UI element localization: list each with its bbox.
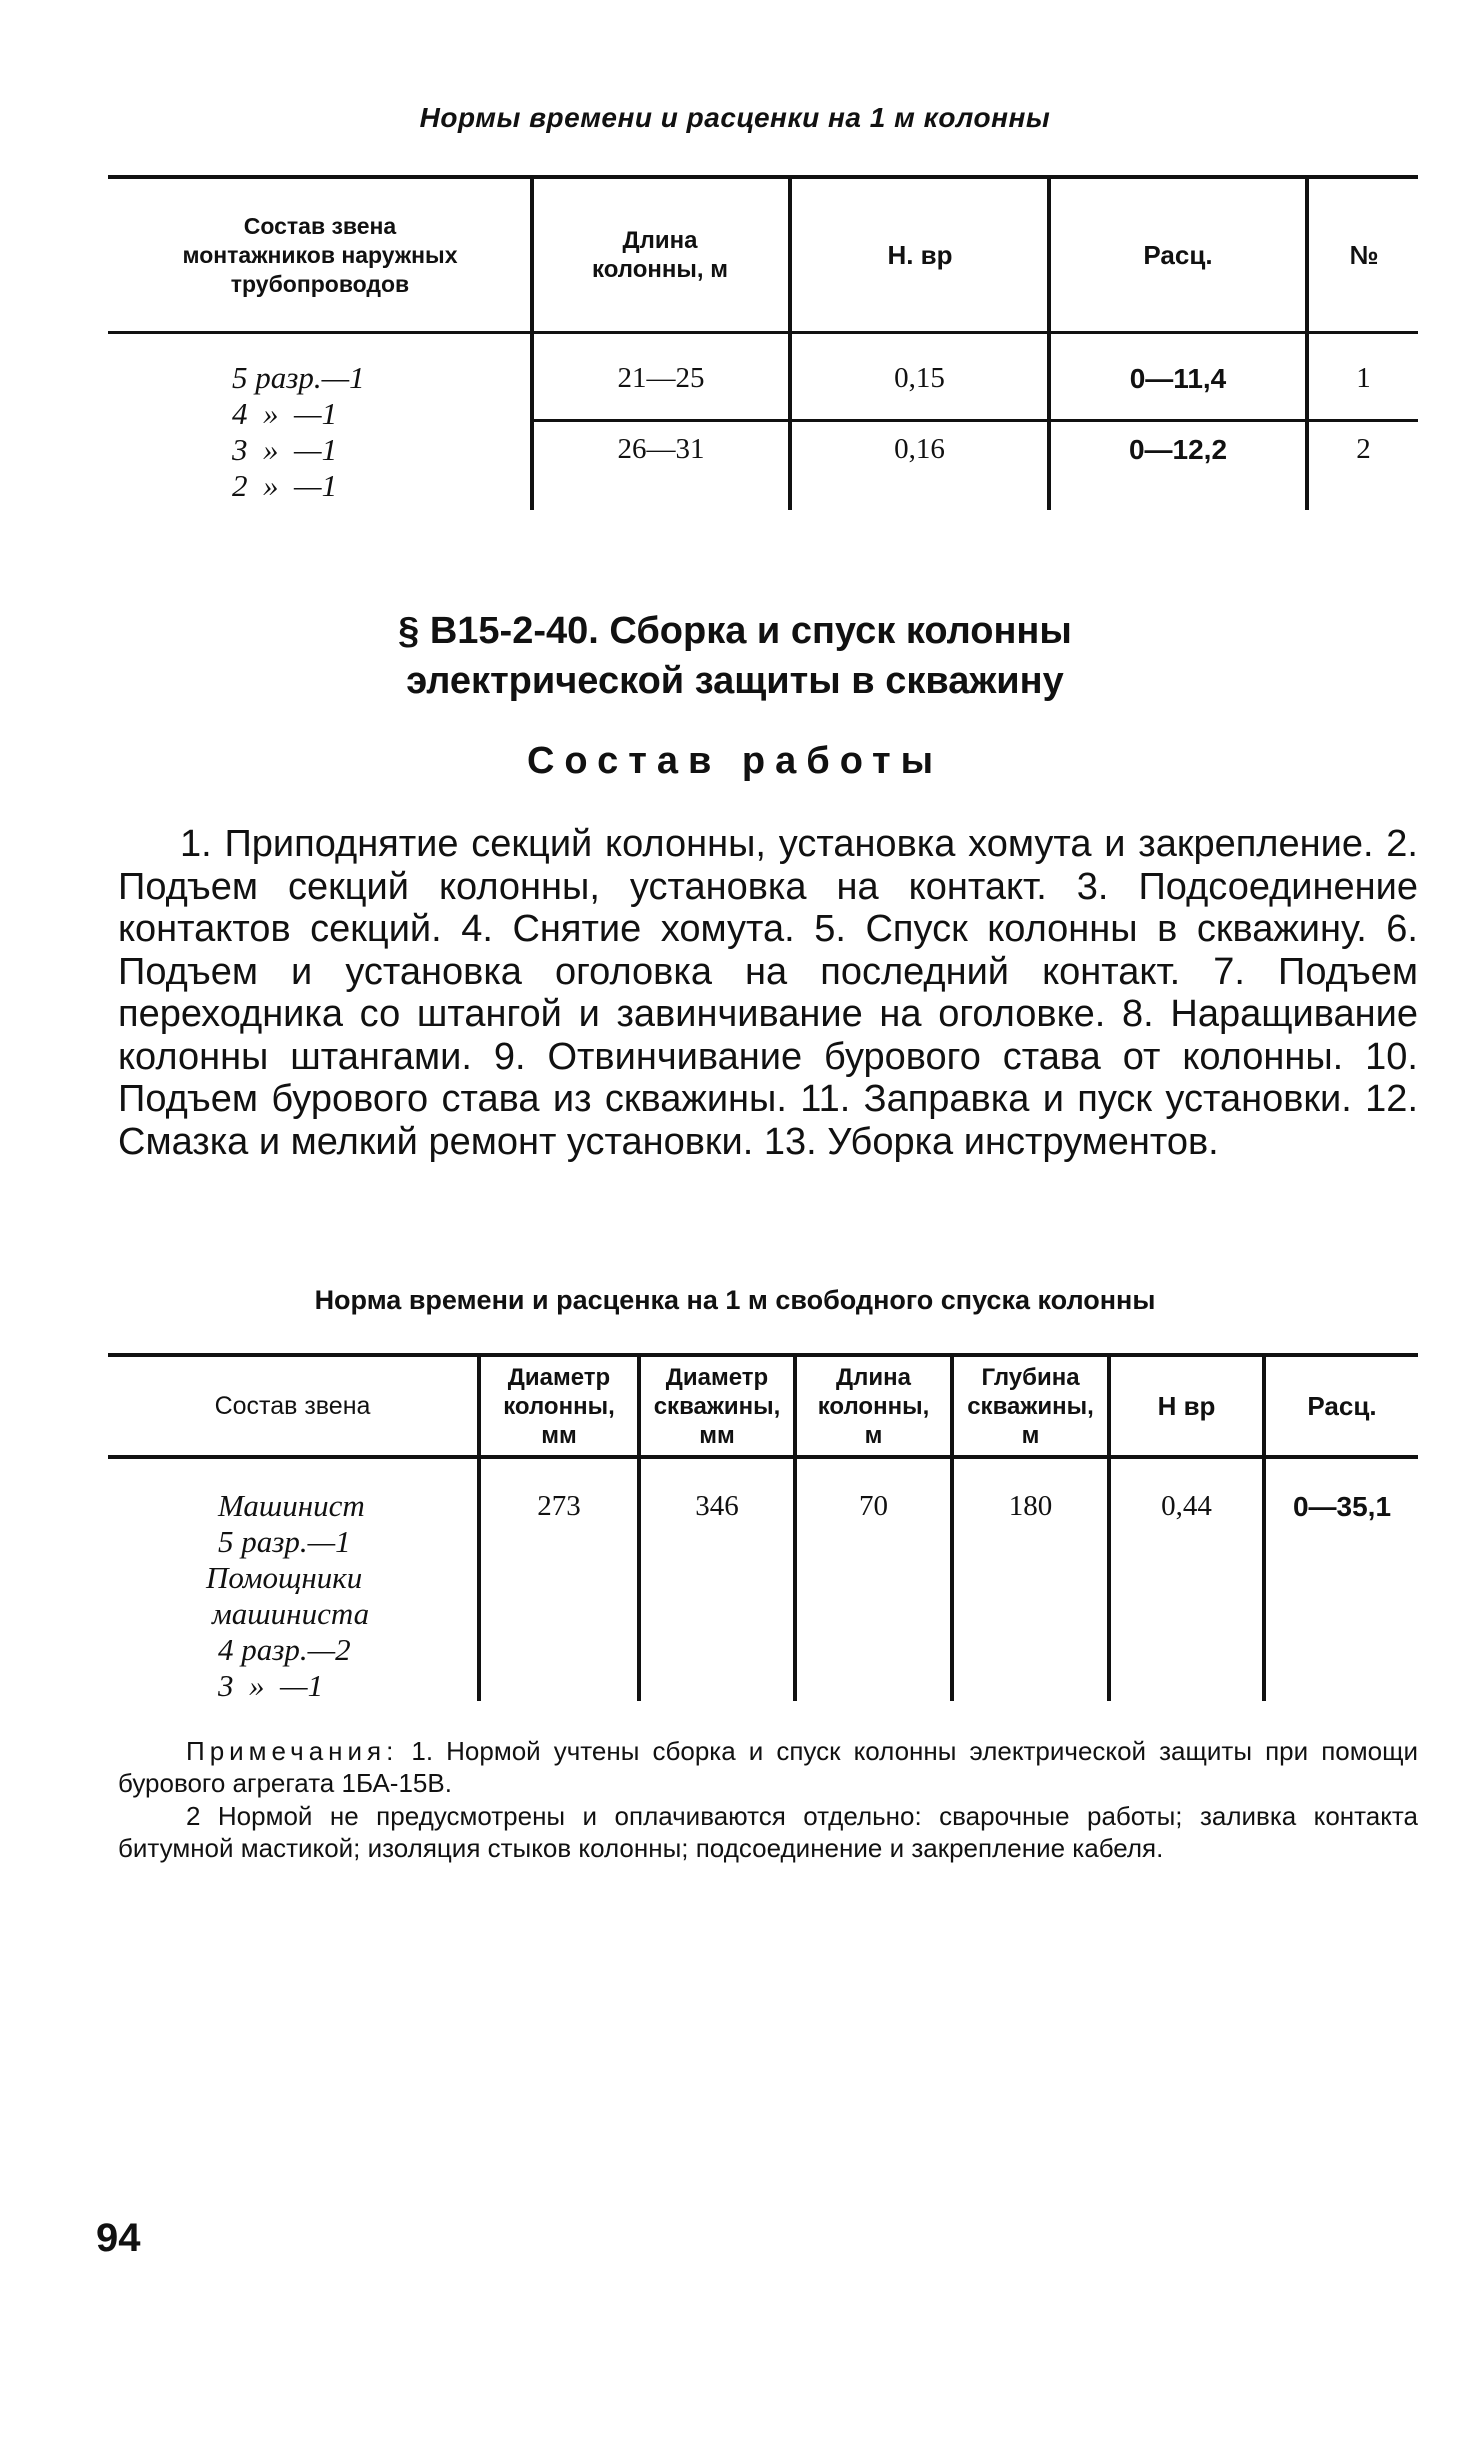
table1-crew-4: 2 » —1 <box>232 468 338 503</box>
table2-top-rule <box>108 1353 1418 1357</box>
table2-crew-3: Помощники <box>206 1560 363 1595</box>
table1-header-rate: Расц. <box>1143 239 1213 270</box>
table1-crew-2: 4 » —1 <box>232 396 338 431</box>
table2-header-depth: Глубина скважины, м <box>967 1363 1094 1449</box>
table2-crew-4: машиниста <box>212 1596 370 1631</box>
note-1 <box>118 1735 1418 1799</box>
table1-row2-rate: 0—12,2 <box>1128 434 1228 465</box>
table1-row1-number: 1 <box>1356 362 1371 394</box>
table2-length: 70 <box>859 1490 888 1522</box>
table1-header-nvr: Н. вр <box>887 239 953 270</box>
notes-label: Примечания: <box>186 1736 399 1766</box>
table1-row1-nvr: 0,15 <box>894 362 945 394</box>
table2-depth: 180 <box>1008 1490 1053 1522</box>
table1-header-rule <box>108 331 1418 334</box>
table1-row1-rate: 0—11,4 <box>1129 363 1227 394</box>
table2-well-diameter: 346 <box>695 1490 739 1522</box>
table2-header-rate: Расц. <box>1307 1390 1377 1421</box>
table2-nvr: 0,44 <box>1161 1490 1212 1522</box>
table2-crew-6: 3 » —1 <box>218 1668 324 1703</box>
table1-row1-length: 21—25 <box>617 362 705 394</box>
table1-row-rule <box>532 419 1418 422</box>
table1-row2-length: 26—31 <box>617 433 705 465</box>
table1-caption: Нормы времени и расценки на 1 м колонны <box>419 102 1051 133</box>
table2-header-col-diameter: Диаметр колонны, мм <box>503 1363 615 1449</box>
table2-rate: 0—35,1 <box>1292 1491 1392 1522</box>
table2-header-length: Длина колонны, м <box>817 1363 930 1449</box>
table1-row2-number: 2 <box>1356 433 1371 465</box>
table1-top-rule <box>108 175 1418 179</box>
work-heading: Состав работы <box>526 740 944 782</box>
page-number: 94 <box>96 2216 141 2260</box>
work-description: 1. Приподнятие секций колонны, установка хомута и закрепление. 2. Подъем секций колонны, установка на контакт. 3. Подсоединение контактов секций. 4. Снятие хомута. 5. Спуск колонны в скважину. 6. Подъем и установка оголовка на последний контакт. 7. Подъем переходника со штангой и завинчивание на оголовке. 8. Наращивание колонны штангами. 9. Отвинчивание бурового става от колонны. 10. Подъем бурового става из скважины. 11. Заправка и пуск установки. 12. Смазка и мелкий ремонт установки. 13. Уборка инструментов. <box>118 823 1418 1163</box>
table2-crew-2: 5 разр.—1 <box>218 1524 351 1559</box>
table1-header-length: Длина колонны, м <box>592 227 728 283</box>
table2-caption: Норма времени и расценка на 1 м свободного спуска колонны <box>314 1285 1156 1315</box>
table2-header-crew: Состав звена <box>214 1391 371 1420</box>
table2-header-nvr: Н вр <box>1157 1390 1216 1421</box>
table1-crew-1: 5 разр.—1 <box>232 360 365 395</box>
table1-row2-nvr: 0,16 <box>894 433 945 465</box>
table2-crew-1: Машинист <box>218 1488 365 1523</box>
note-2: 2 Нормой не предусмотрены и оплачиваются отдельно: сварочные работы; заливка контакта битумной мастикой; изоляция стыков колонны; подсоединение и закрепление кабеля. <box>118 1801 1418 1863</box>
section-title-line1: § В15-2-40. Сборка и спуск колонны <box>398 610 1072 652</box>
section-title-line2: электрической защиты в скважину <box>406 660 1064 702</box>
note-1-text: 1. Нормой учтены сборка и спуск колонны электрической защиты при помощи бурового агрегата 1БА-15В. <box>118 1736 1418 1798</box>
table2-crew-5: 4 разр.—2 <box>218 1632 351 1667</box>
table1-crew-3: 3 » —1 <box>232 432 338 467</box>
table2-header-rule <box>108 1455 1418 1459</box>
table2-col-diameter: 273 <box>537 1490 581 1522</box>
table1-header-number: № <box>1349 239 1379 270</box>
table1-header-crew: Состав звена монтажников наружных трубопроводов <box>182 212 458 297</box>
table2-header-well-diameter: Диаметр скважины, мм <box>653 1363 781 1449</box>
